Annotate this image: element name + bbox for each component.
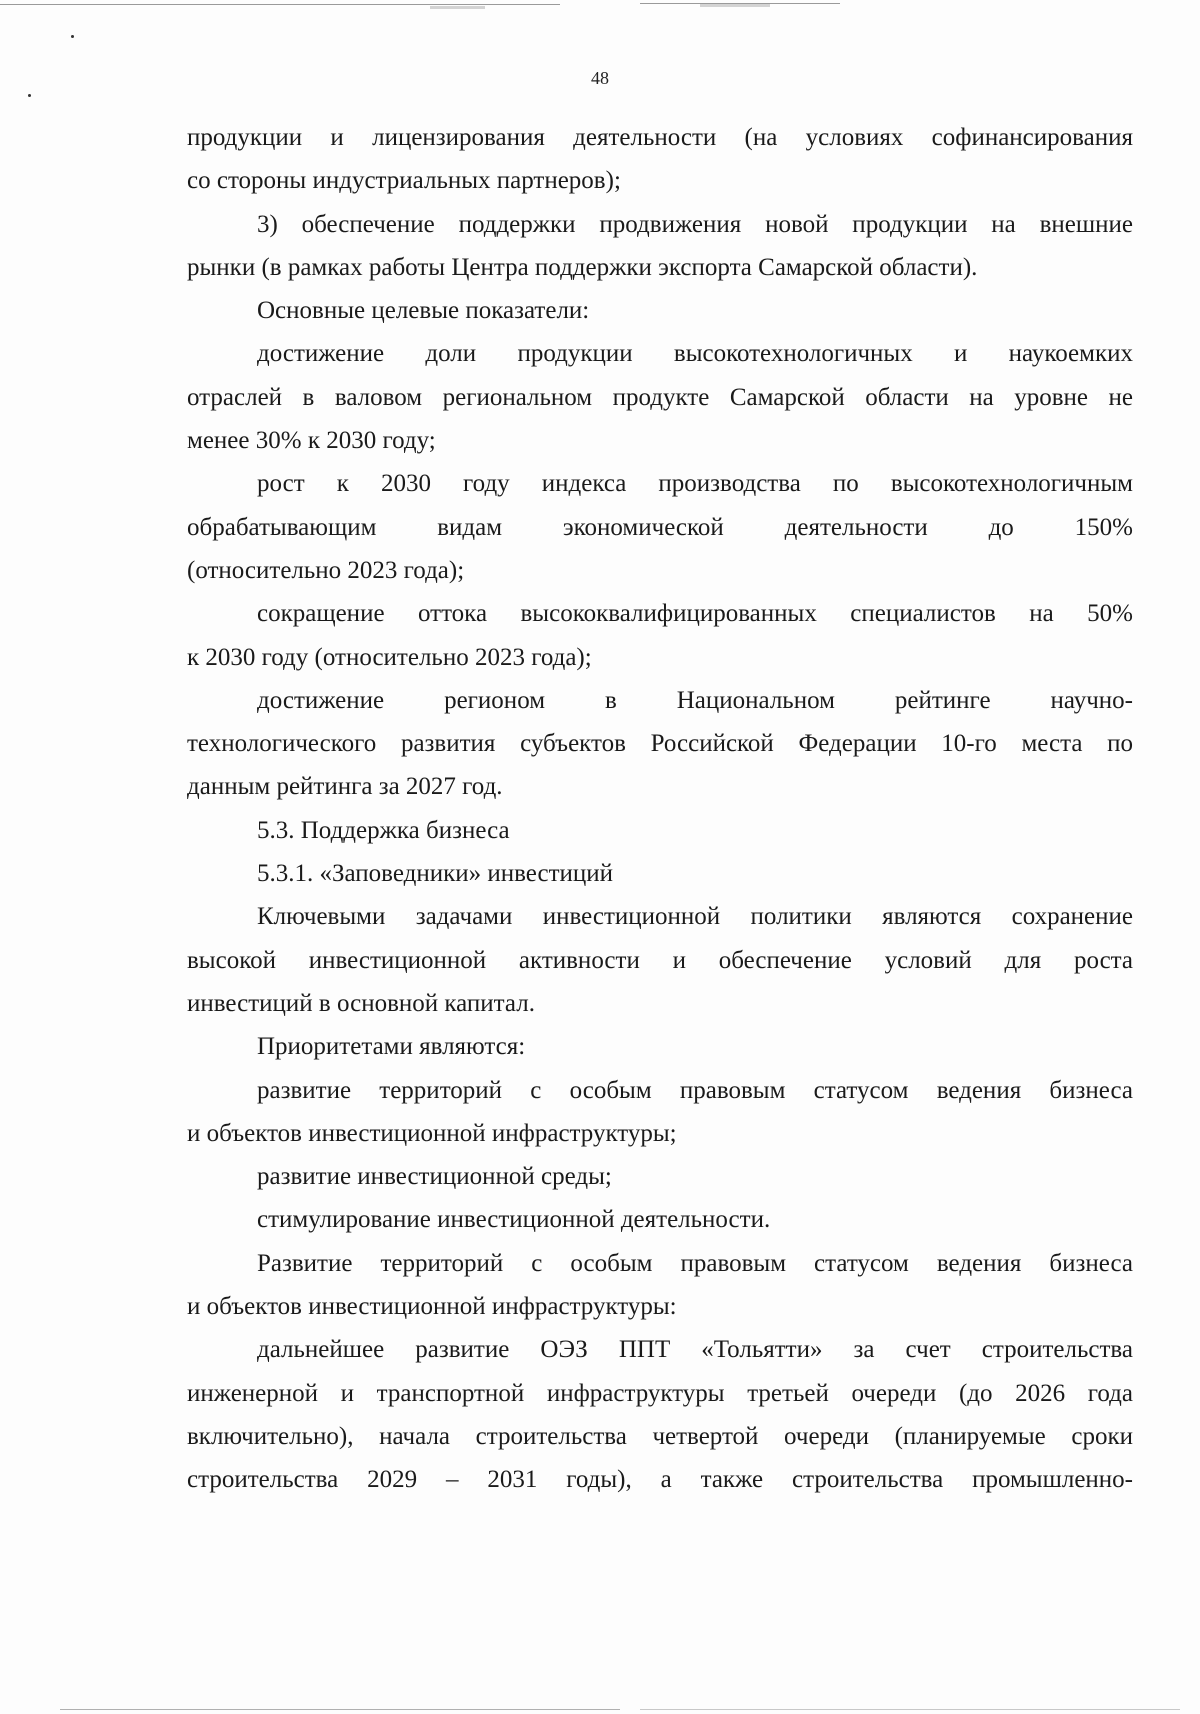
text-line: Приоритетами являются: bbox=[257, 1033, 526, 1061]
scan-smudge-top bbox=[430, 6, 485, 9]
scan-edge-line-bottom-right bbox=[640, 1709, 1180, 1710]
text-line: 5.3. Поддержка бизнеса bbox=[257, 816, 510, 844]
text-line: и объектов инвестиционной инфраструктуры: bbox=[187, 1293, 677, 1321]
text-line: сокращение оттока высококвалифицированных специалистов на 50% bbox=[257, 600, 1133, 628]
text-line: строительства 2029 – 2031 годы), а также строительства промышленно- bbox=[187, 1466, 1133, 1494]
text-line: обрабатывающим видам экономической деятельности до 150% bbox=[187, 513, 1133, 541]
text-line: технологического развития субъектов Российской Федерации 10-го места по bbox=[187, 730, 1133, 758]
text-line: развитие территорий с особым правовым статусом ведения бизнеса bbox=[257, 1076, 1133, 1104]
scan-dot-left-2 bbox=[28, 94, 31, 97]
text-line: достижение регионом в Национальном рейтинге научно- bbox=[257, 686, 1133, 714]
scan-edge-line-bottom bbox=[60, 1709, 620, 1710]
document-body bbox=[187, 116, 1133, 1502]
text-line: рынки (в рамках работы Центра поддержки экспорта Самарской области). bbox=[187, 253, 978, 281]
text-line: (относительно 2023 года); bbox=[187, 556, 465, 584]
text-line: дальнейшее развитие ОЭЗ ППТ «Тольятти» за счет строительства bbox=[257, 1336, 1133, 1364]
page-number: 48 bbox=[591, 68, 609, 88]
text-line: со стороны индустриальных партнеров); bbox=[187, 167, 621, 195]
text-line: 5.3.1. «Заповедники» инвестиций bbox=[257, 860, 614, 888]
text-line: включительно), начала строительства четвертой очереди (планируемые сроки bbox=[187, 1422, 1133, 1450]
text-line: инженерной и транспортной инфраструктуры третьей очереди (до 2026 года bbox=[187, 1379, 1133, 1407]
text-line: продукции и лицензирования деятельности (на условиях софинансирования bbox=[187, 124, 1133, 151]
scan-smudge-top-right bbox=[700, 4, 770, 7]
text-line: 3) обеспечение поддержки продвижения новой продукции на внешние bbox=[257, 210, 1133, 238]
text-line: инвестиций в основной капитал. bbox=[187, 989, 535, 1017]
text-line: и объектов инвестиционной инфраструктуры; bbox=[187, 1119, 677, 1147]
text-line: Ключевыми задачами инвестиционной политики являются сохранение bbox=[257, 903, 1133, 931]
text-line: к 2030 году (относительно 2023 года); bbox=[187, 643, 592, 671]
scan-dot-left-1 bbox=[71, 35, 74, 38]
scan-edge-line-top bbox=[0, 4, 560, 5]
text-line: рост к 2030 году индекса производства по высокотехнологичным bbox=[257, 470, 1133, 498]
text-line: стимулирование инвестиционной деятельности. bbox=[257, 1206, 771, 1234]
text-line: развитие инвестиционной среды; bbox=[257, 1163, 612, 1191]
text-line: отраслей в валовом региональном продукте Самарской области на уровне не bbox=[187, 383, 1133, 411]
text-line: Основные целевые показатели: bbox=[257, 297, 590, 325]
text-line: достижение доли продукции высокотехнологичных и наукоемких bbox=[257, 340, 1133, 368]
text-line: данным рейтинга за 2027 год. bbox=[187, 773, 503, 801]
text-line: менее 30% к 2030 году; bbox=[187, 427, 436, 455]
text-line: Развитие территорий с особым правовым статусом ведения бизнеса bbox=[257, 1249, 1133, 1277]
text-line: высокой инвестиционной активности и обеспечение условий для роста bbox=[187, 946, 1133, 974]
